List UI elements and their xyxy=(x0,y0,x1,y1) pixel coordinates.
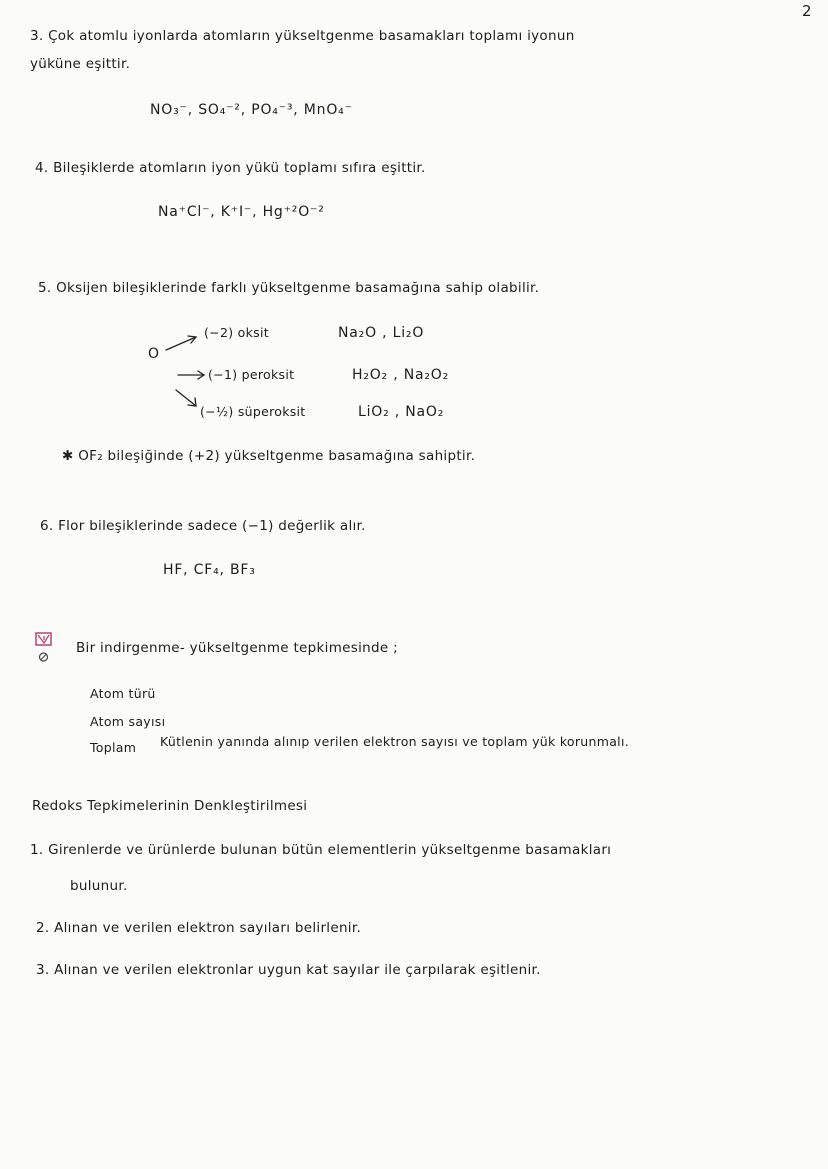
item5-text: 5. Oksijen bileşiklerinde farklı yükseltgenme basamağına sahip olabilir. xyxy=(38,280,540,296)
balancing-title: Redoks Tepkimelerinin Denkleştirilmesi xyxy=(32,798,308,814)
warning-icon xyxy=(35,632,53,666)
balancing-step1-line1: 1. Girenlerde ve ürünlerde bulunan bütün elementlerin yükseltgenme basamakları xyxy=(30,842,612,858)
balancing-step2: 2. Alınan ve verilen elektron sayıları belirlenir. xyxy=(36,920,362,936)
conservation-total-prefix: Toplam xyxy=(90,740,137,755)
item4-examples: Na⁺Cl⁻, K⁺I⁻, Hg⁺²O⁻² xyxy=(158,204,325,220)
page-number: 2 xyxy=(802,2,812,20)
conservation-atom-type: Atom türü xyxy=(90,686,156,701)
item5-note: ✱ OF₂ bileşiğinde (+2) yükseltgenme basamağına sahiptir. xyxy=(62,448,476,464)
item6-text: 6. Flor bileşiklerinde sadece (−1) değerlik alır. xyxy=(40,518,366,534)
item3-text-line1: 3. Çok atomlu iyonlarda atomların yükseltgenme basamakları toplamı iyonun xyxy=(30,28,575,44)
conservation-heading: Bir indirgenme- yükseltgenme tepkimesinde ; xyxy=(76,640,398,656)
item4-text: 4. Bileşiklerde atomların iyon yükü toplamı sıfıra eşittir. xyxy=(35,160,426,176)
arrow-to-oxide xyxy=(166,337,196,350)
peroxide-label: (−1) peroksit xyxy=(208,367,295,382)
balancing-step1-line2: bulunur. xyxy=(70,878,128,894)
conservation-atom-count: Atom sayısı xyxy=(90,714,166,729)
item5-origin: O xyxy=(148,346,160,362)
oxide-examples: Na₂O , Li₂O xyxy=(338,325,425,341)
peroxide-examples: H₂O₂ , Na₂O₂ xyxy=(352,367,450,383)
item3-text-line2: yüküne eşittir. xyxy=(30,56,131,72)
balancing-step3: 3. Alınan ve verilen elektronlar uygun kat sayılar ile çarpılarak eşitlenir. xyxy=(36,962,541,978)
superoxide-label: (−½) süperoksit xyxy=(200,404,306,419)
oxide-label: (−2) oksit xyxy=(204,325,269,340)
arrow-to-superoxide xyxy=(176,390,196,406)
item6-examples: HF, CF₄, BF₃ xyxy=(163,562,256,578)
item3-examples: NO₃⁻, SO₄⁻², PO₄⁻³, MnO₄⁻ xyxy=(150,102,353,118)
conservation-total-rest: Kütlenin yanında alınıp verilen elektron sayısı ve toplam yük korunmalı. xyxy=(160,734,630,749)
superoxide-examples: LiO₂ , NaO₂ xyxy=(358,404,445,420)
